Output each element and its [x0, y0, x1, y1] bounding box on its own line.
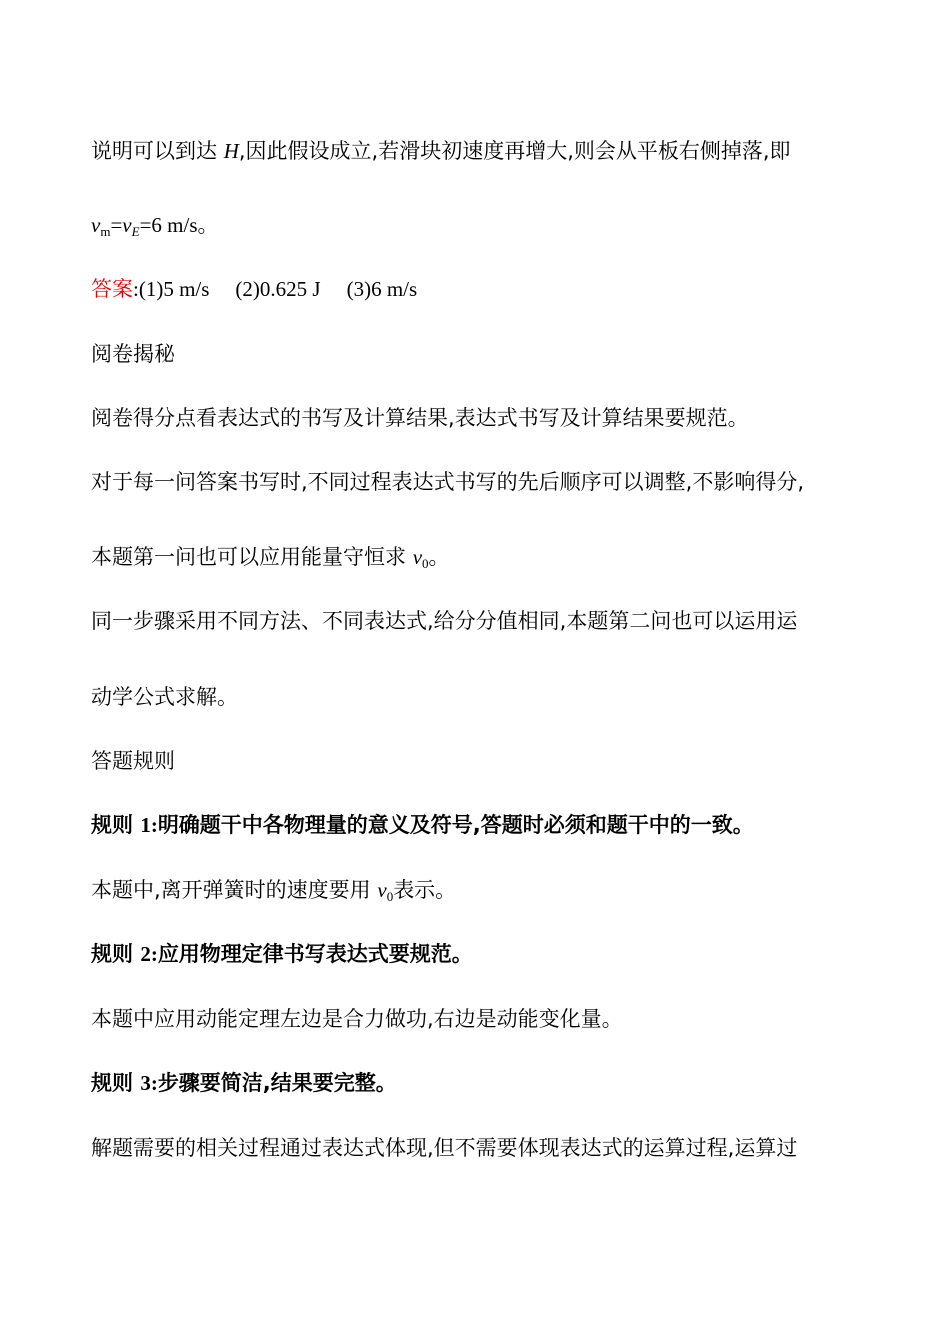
variable-h: H [223, 139, 239, 163]
subscript-e: E [131, 224, 140, 239]
rule-prefix: 规则 [91, 813, 141, 837]
rule-prefix: 规则 [91, 942, 141, 966]
text: 本题中,离开弹簧时的速度要用 [91, 878, 378, 902]
answer-3: (3)6 m/s [346, 277, 418, 301]
variable-v: v [377, 878, 387, 902]
period: 。 [197, 213, 219, 237]
variable-v: v [412, 545, 423, 569]
variable-v: v [91, 213, 101, 237]
text: 表示。 [393, 878, 457, 902]
rule-text: 步骤要简洁,结果要完整。 [157, 1071, 397, 1095]
rule-text: 明确题干中各物理量的意义及符号,答题时必须和题干中的一致。 [157, 813, 754, 837]
subscript-0: 0 [422, 556, 429, 571]
rule-1-detail [91, 875, 456, 905]
review-paragraph-4: 同一步骤采用不同方法、不同表达式,给分分值相同,本题第二问也可以运用运 [91, 609, 798, 633]
text: ,因此假设成立,若滑块初速度再增大,则会从平板右侧掉落,即 [238, 139, 791, 163]
answer-1: (1)5 m/s [138, 277, 210, 301]
rule-2-detail: 本题中应用动能定理左边是合力做功,右边是动能变化量。 [91, 1007, 623, 1031]
rule-3-detail: 解题需要的相关过程通过表达式体现,但不需要体现表达式的运算过程,运算过 [91, 1136, 798, 1160]
answer-2: (2)0.625 J [235, 277, 321, 301]
variable-v: v [122, 213, 132, 237]
subscript-m: m [100, 224, 111, 239]
paragraph-conclusion [91, 136, 791, 166]
review-paragraph-3 [91, 542, 450, 572]
rule-number: 2: [140, 942, 158, 966]
heading-review: 阅卷揭秘 [91, 342, 175, 366]
rule-2 [91, 939, 473, 969]
answer-colon: : [133, 277, 139, 301]
period: 。 [428, 545, 450, 569]
review-paragraph-2: 对于每一问答案书写时,不同过程表达式书写的先后顺序可以调整,不影响得分, [91, 470, 805, 494]
text: 本题第一问也可以应用能量守恒求 [91, 545, 413, 569]
review-paragraph-5: 动学公式求解。 [91, 685, 238, 709]
rule-text: 应用物理定律书写表达式要规范。 [157, 942, 473, 966]
equals: = [110, 213, 123, 237]
answer-label: 答案 [91, 277, 133, 301]
value: =6 m/s [139, 213, 198, 237]
rule-3 [91, 1068, 397, 1098]
review-paragraph-1: 阅卷得分点看表达式的书写及计算结果,表达式书写及计算结果要规范。 [91, 406, 749, 430]
answer-line [91, 274, 417, 304]
rule-number: 3: [140, 1071, 158, 1095]
equation-vm [91, 210, 219, 240]
rule-prefix: 规则 [91, 1071, 141, 1095]
text: 说明可以到达 [91, 139, 224, 163]
heading-rules: 答题规则 [91, 749, 175, 773]
rule-number: 1: [140, 813, 158, 837]
subscript-0: 0 [386, 889, 394, 904]
rule-1 [91, 810, 754, 840]
